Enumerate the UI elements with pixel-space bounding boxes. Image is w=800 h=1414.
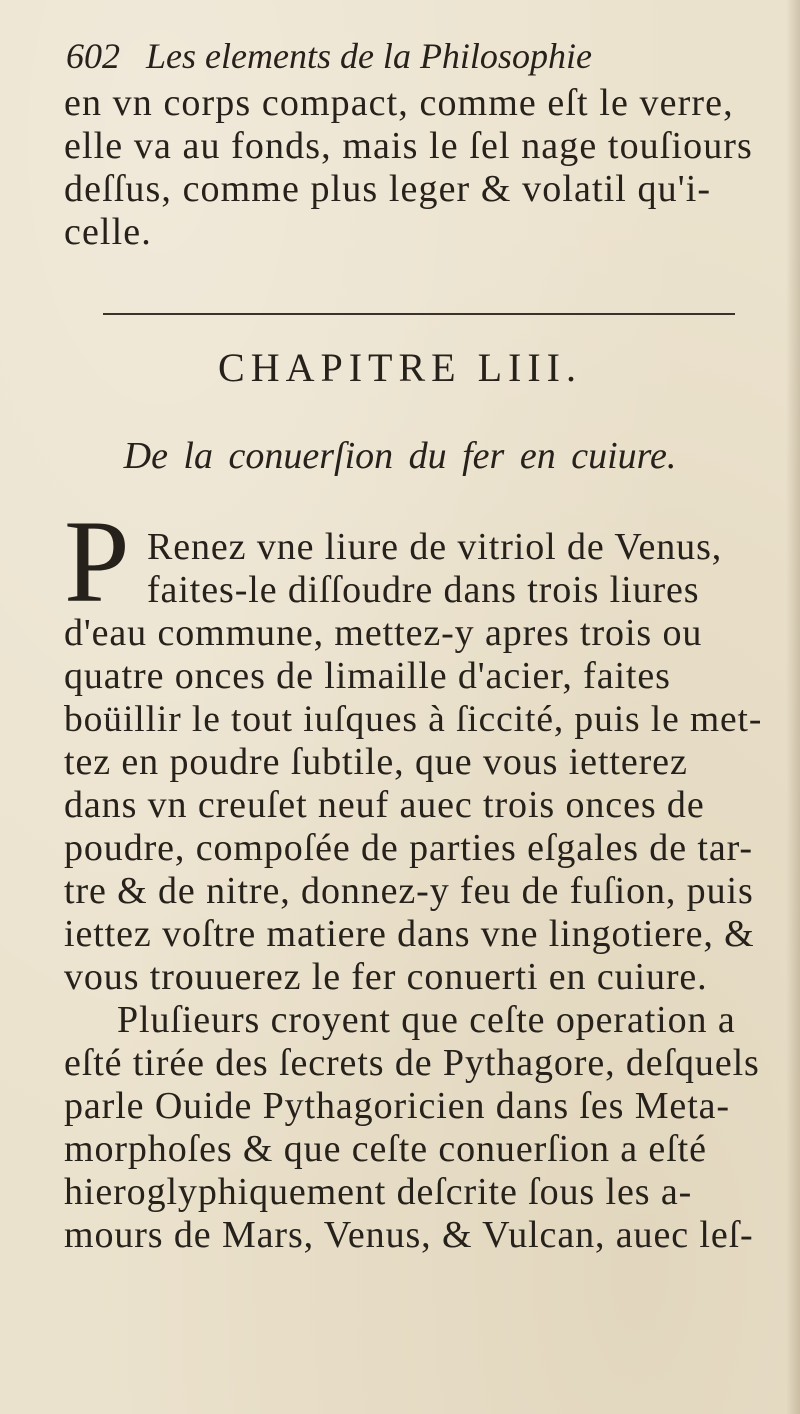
text-line: mours de Mars, Venus, & Vulcan, auec leſ-	[64, 1214, 754, 1256]
running-head	[66, 34, 756, 78]
page-number: 602	[66, 36, 120, 76]
text-line: iettez voſtre matiere dans vne lingotiere, &	[64, 913, 755, 955]
continued-paragraph	[64, 82, 764, 254]
text-line: poudre, compoſée de parties eſgales de tar-	[64, 827, 753, 869]
chapter-heading: CHAPITRE LIII.	[218, 345, 582, 390]
text-line: Renez vne liure de vitriol de Venus,	[147, 526, 723, 568]
text-line: faites-le diſſoudre dans trois liures	[147, 569, 700, 611]
chapter-subtitle: De la conuerſion du fer en cuiure.	[123, 435, 677, 477]
text-line: Pluſieurs croyent que ceſte operation a	[117, 999, 736, 1041]
text-line: elle va au fonds, mais le ſel nage touſiours	[64, 125, 753, 167]
text-line: parle Ouide Pythagoricien dans ſes Meta-	[64, 1085, 730, 1127]
text-line: vous trouuerez le fer conuerti en cuiure.	[64, 956, 708, 998]
drop-cap: P	[64, 496, 130, 627]
text-line: boüillir le tout iuſques à ſiccité, puis le met-	[64, 699, 763, 740]
section-divider	[103, 313, 735, 315]
text-line: dans vn creuſet neuf auec trois onces de	[64, 784, 705, 826]
running-title: Les elements de la Philosophie	[146, 36, 592, 76]
text-line: quatre onces de limaille d'acier, faites	[64, 655, 671, 697]
page-edge-shadow	[786, 0, 800, 1414]
text-line: tre & de nitre, donnez-y feu de fuſion, puis	[64, 870, 754, 912]
text-line: d'eau commune, mettez-y apres trois ou	[64, 612, 703, 654]
text-line: hieroglyphiquement deſcrite ſous les a-	[64, 1171, 693, 1213]
text-line: deſſus, comme plus leger & volatil qu'i-	[64, 168, 712, 210]
text-line: en vn corps compact, comme eſt le verre,	[64, 82, 734, 124]
text-line: morphoſes & que ceſte conuerſion a eſté	[64, 1128, 707, 1170]
text-line: celle.	[64, 211, 152, 253]
text-line: eſté tirée des ſecrets de Pythagore, deſquels	[64, 1042, 760, 1084]
text-line: tez en poudre ſubtile, que vous ietterez	[64, 741, 688, 783]
chapter-body	[64, 526, 764, 1257]
